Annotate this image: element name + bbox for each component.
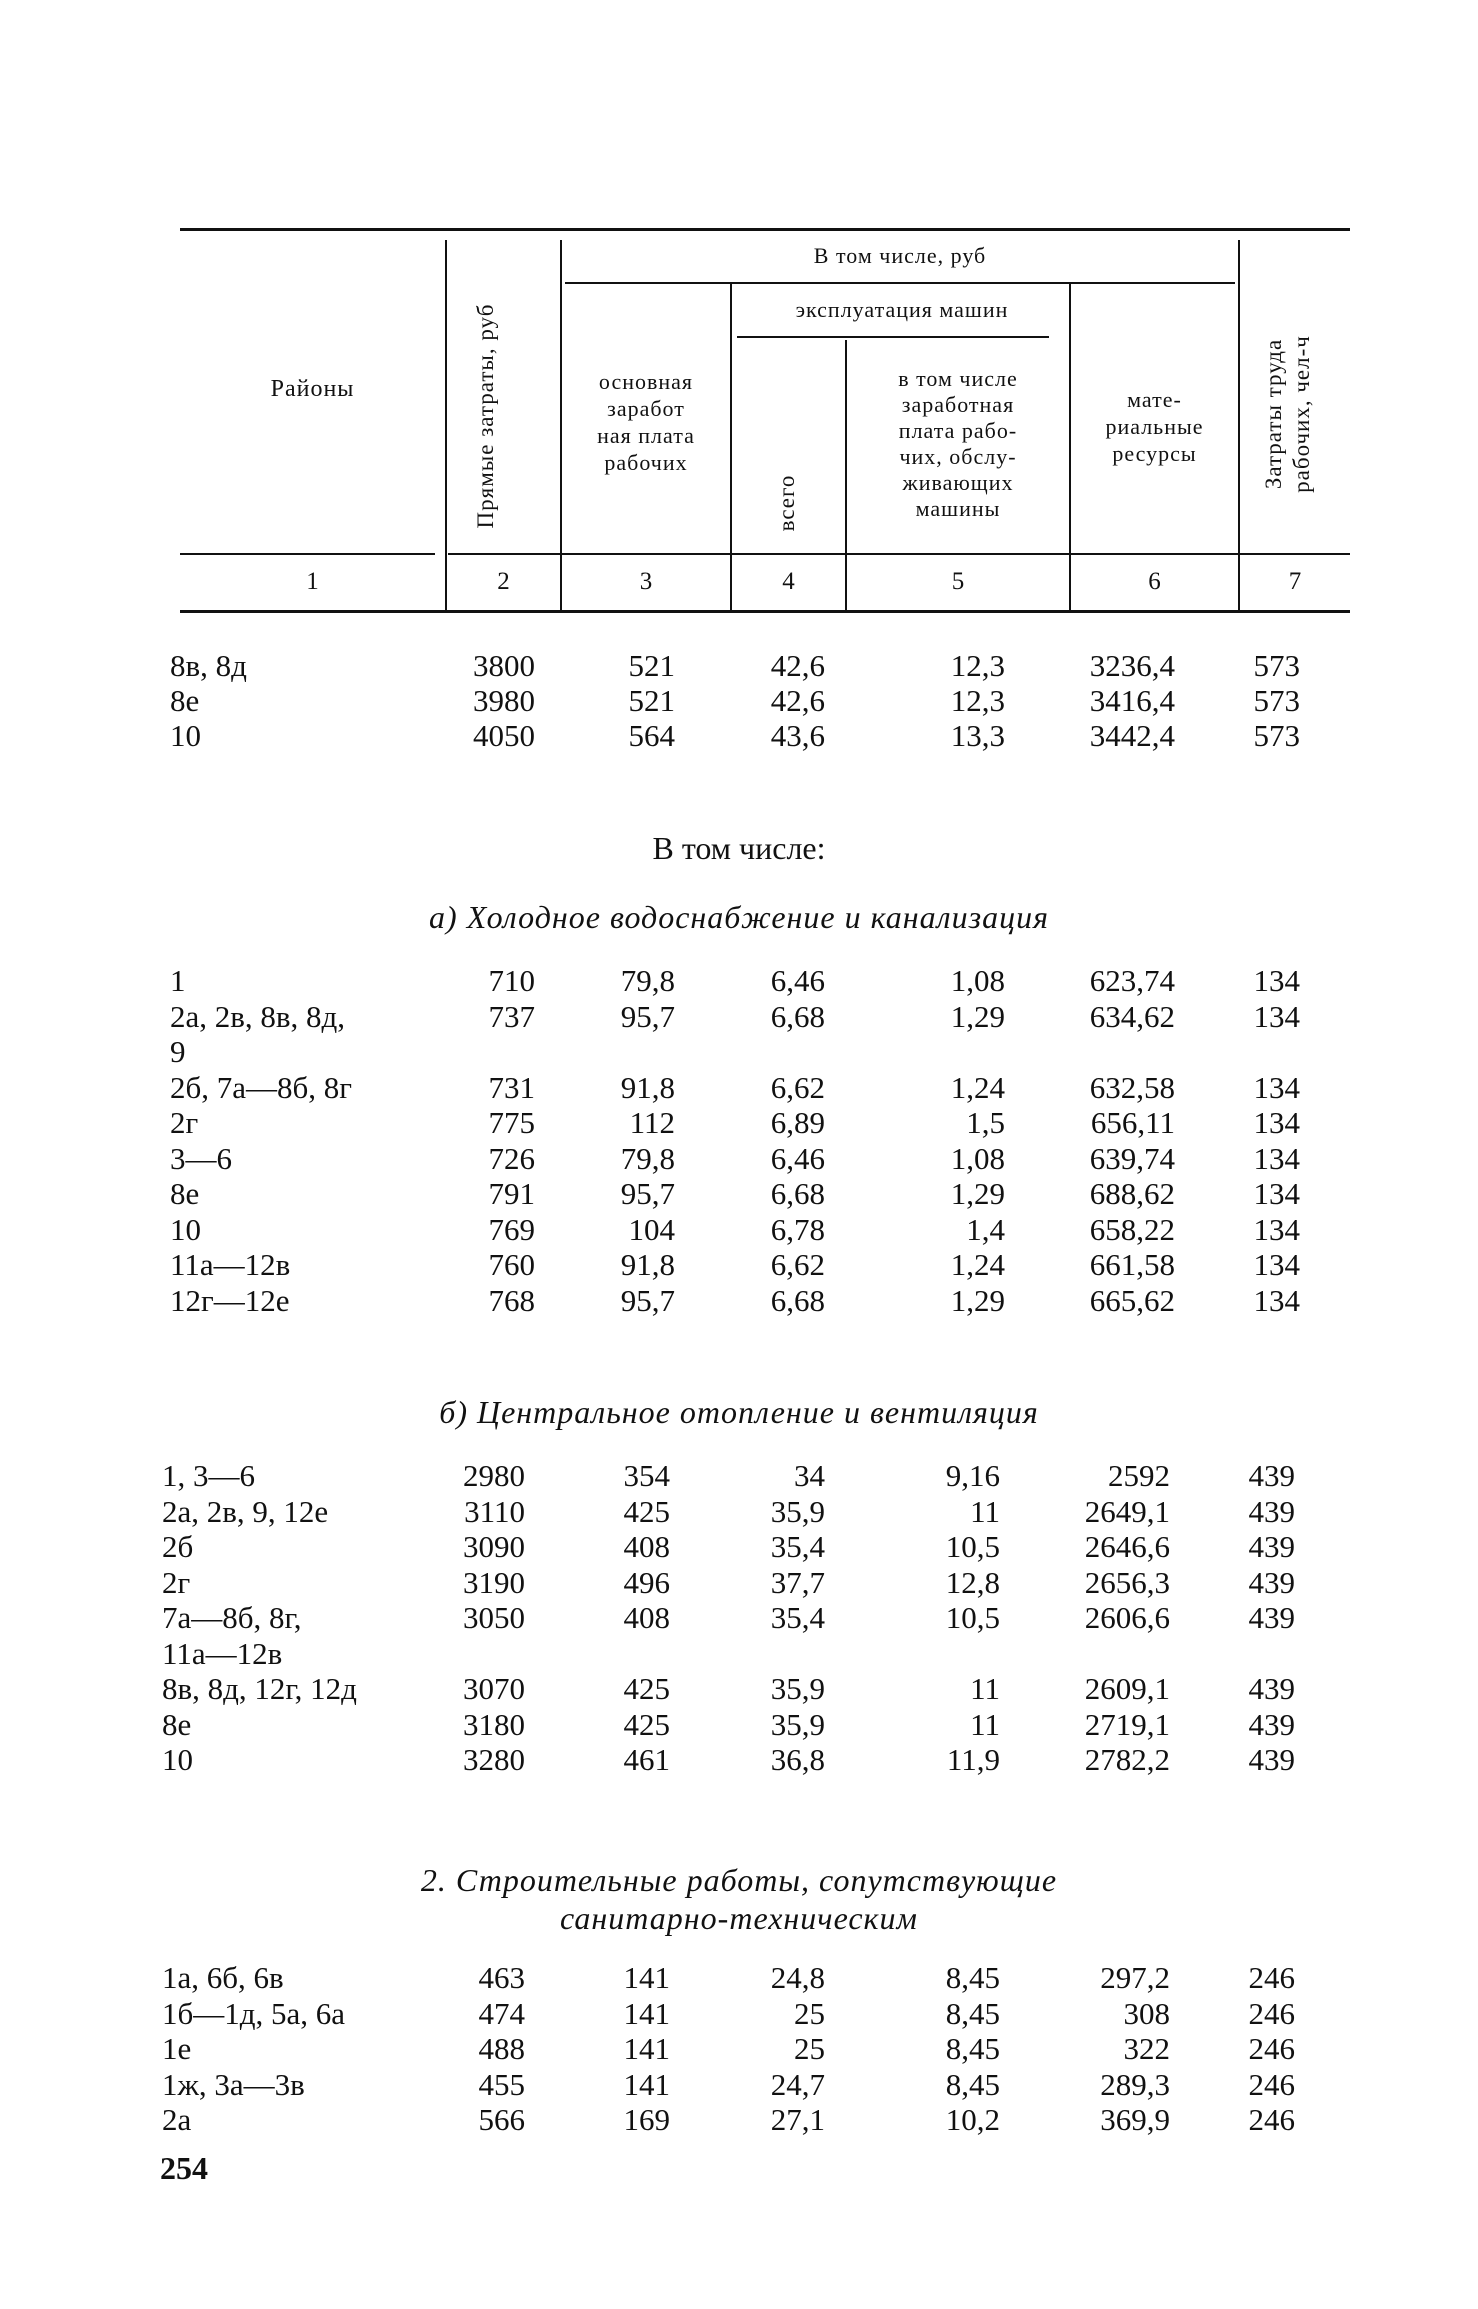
table-cell-col2: 463	[478, 1960, 525, 1995]
table-cell-col2: 726	[488, 1140, 535, 1176]
header-machines: эксплуатация машин	[795, 297, 1009, 322]
table-cell-col2: 3070	[463, 1671, 525, 1706]
table-cell-col1: 1	[170, 963, 186, 998]
table-cell-col4: 6,46	[770, 963, 825, 998]
table-cell-col1: 10	[162, 1742, 193, 1777]
table-row	[0, 1600, 1478, 1636]
table-cell-col2: 474	[478, 1995, 525, 2031]
table-cell-col6: 2656,3	[1084, 1564, 1170, 1600]
table-cell-col4: 35,9	[770, 1706, 825, 1742]
table-cell-col3: 91,8	[620, 1247, 675, 1282]
table-cell-col2: 768	[488, 1282, 535, 1318]
table-cell-col3: 79,8	[620, 1140, 675, 1176]
section-1-title: а) Холодное водоснабжение и канализация	[429, 899, 1049, 935]
table-cell-col6: 2592	[1108, 1458, 1170, 1493]
page-number: 254	[160, 2150, 208, 2186]
table-cell-col6: 656,11	[1090, 1105, 1175, 1140]
table-cell-col1: 10	[170, 718, 201, 753]
table-cell-col7: 134	[1253, 1176, 1300, 1211]
table-cell-col1: 12г—12е	[170, 1282, 290, 1318]
table-cell-col2: 737	[488, 998, 535, 1034]
table-cell-col7: 134	[1253, 1282, 1300, 1318]
table-cell-col2: 775	[488, 1105, 535, 1140]
table-cell-col3: 95,7	[620, 998, 675, 1034]
table-cell-col5: 1,5	[966, 1105, 1005, 1140]
table-cell-col5: 8,45	[945, 2066, 1000, 2102]
table-cell-col5: 10,2	[945, 2102, 1000, 2137]
table-cell-col2: 3190	[463, 1564, 525, 1600]
table-cell-col2: 3280	[463, 1742, 525, 1777]
table-cell-col6: 661,58	[1089, 1247, 1175, 1282]
table-cell-col7: 573	[1253, 683, 1300, 718]
colnum-2: 2	[497, 568, 510, 595]
table-cell-col4: 6,89	[770, 1105, 825, 1140]
colnum-7: 7	[1288, 568, 1302, 595]
table-row	[0, 1742, 1478, 1778]
table-cell-col1: 1, 3—6	[162, 1458, 255, 1493]
table-cell-col3: 112	[629, 1105, 675, 1140]
table-cell-col6: 322	[1123, 2031, 1170, 2066]
table-cell-col4: 24,7	[770, 2066, 825, 2102]
table-cell-col4: 35,4	[770, 1600, 825, 1635]
table-cell-col4: 6,68	[770, 1176, 825, 1211]
table-cell-col7: 439	[1248, 1671, 1295, 1706]
group-rule	[565, 282, 1235, 284]
table-cell-col4: 34	[794, 1458, 825, 1493]
table-cell-col7: 134	[1253, 1069, 1300, 1105]
table-cell-col4: 27,1	[770, 2102, 825, 2137]
table-cell-col1: 8е	[162, 1706, 192, 1742]
table-cell-col4: 6,78	[770, 1211, 825, 1247]
table-cell-col7: 134	[1253, 1247, 1300, 1282]
table-cell-col2: 3180	[463, 1706, 525, 1742]
table-cell-col5: 8,45	[945, 2031, 1000, 2066]
header-col4: всего	[774, 474, 799, 532]
table-cell-col2: 455	[478, 2066, 525, 2102]
table-cell-col7: 246	[1248, 2031, 1295, 2066]
table-cell-col5: 8,45	[945, 1995, 1000, 2031]
table-cell-col5: 12,3	[950, 648, 1005, 683]
table-cell-col5: 8,45	[945, 1960, 1000, 1995]
colnum-1: 1	[306, 568, 319, 595]
table-cell-col3: 461	[623, 1742, 670, 1777]
table-cell-col3: 425	[623, 1671, 670, 1706]
table-cell-col6: 658,22	[1089, 1211, 1175, 1247]
colnum-4: 4	[782, 568, 795, 595]
table-cell-col7: 573	[1253, 648, 1300, 683]
table-row	[0, 1707, 1478, 1743]
table-row	[0, 1247, 1478, 1283]
table-cell-col4: 35,4	[770, 1529, 825, 1564]
table-cell-col2: 2980	[463, 1458, 525, 1493]
table-cell-col4: 35,9	[770, 1671, 825, 1706]
header-col7: Затраты труда рабочих, чел-ч	[1261, 335, 1314, 493]
table-row	[0, 1458, 1478, 1494]
table-cell-col1: 1а, 6б, 6в	[162, 1960, 284, 1995]
table-row	[0, 1176, 1478, 1212]
table-cell-col2: 769	[488, 1211, 535, 1247]
table-cell-col3: 141	[623, 1995, 670, 2031]
table-cell-col6: 297,2	[1100, 1960, 1170, 1995]
table-cell-col1: 2б, 7а—8б, 8г	[170, 1069, 353, 1105]
colnum-5: 5	[951, 568, 965, 595]
table-row	[0, 999, 1478, 1035]
table-cell-col7: 134	[1253, 1211, 1300, 1247]
table-cell-col6: 2646,6	[1084, 1529, 1170, 1564]
table-cell-col6: 665,62	[1089, 1282, 1175, 1318]
table-cell-col1: 2а, 2в, 8в, 8д,	[170, 998, 346, 1034]
table-cell-col2: 566	[478, 2102, 525, 2137]
table-cell-col2: 3050	[463, 1600, 525, 1635]
table-cell-col5: 12,8	[945, 1564, 1000, 1600]
table-cell-col6: 3236,4	[1089, 648, 1175, 683]
header-bottom-rule-b	[448, 553, 1350, 555]
table-row	[0, 1671, 1478, 1707]
table-cell-col5: 11,9	[946, 1742, 1000, 1777]
table-cell-col1: 1ж, 3а—3в	[162, 2066, 305, 2102]
header-col3: основная заработ ная плата рабочих	[597, 369, 695, 475]
table-cell-col1: 8в, 8д	[170, 648, 247, 683]
table-cell-col3: 79,8	[620, 963, 675, 998]
table-cell-col7: 246	[1248, 1995, 1295, 2031]
header-col6: мате- риальные ресурсы	[1105, 387, 1204, 466]
table-cell-col7: 439	[1248, 1529, 1295, 1564]
table-cell-col3: 496	[623, 1564, 670, 1600]
table-row	[0, 1070, 1478, 1106]
table-cell-col4: 42,6	[770, 648, 825, 683]
table-cell-col3: 104	[628, 1211, 675, 1247]
table-cell-col4: 6,46	[770, 1140, 825, 1176]
table-cell-col1: 11а—12в	[170, 1247, 291, 1282]
table-cell-col7: 439	[1248, 1742, 1295, 1777]
table-cell-col5: 10,5	[945, 1600, 1000, 1635]
table-cell-col1: 2г	[170, 1105, 199, 1140]
table-cell-col2: 3800	[473, 648, 535, 683]
table-cell-col7: 439	[1248, 1564, 1295, 1600]
table-row	[0, 1034, 1478, 1070]
table-cell-col3: 408	[623, 1529, 670, 1564]
colnum-3: 3	[639, 568, 653, 595]
table-cell-col7: 439	[1248, 1458, 1295, 1493]
table-cell-col5: 1,08	[950, 1140, 1005, 1176]
table-cell-col4: 24,8	[770, 1960, 825, 1995]
table-cell-col1: 11а—12в	[162, 1635, 283, 1671]
table-cell-col3: 408	[623, 1600, 670, 1635]
table-cell-col7: 134	[1253, 1140, 1300, 1176]
table-cell-col6: 2782,2	[1084, 1742, 1170, 1777]
table-cell-col1: 3—6	[170, 1140, 232, 1176]
table-cell-col1: 10	[170, 1211, 201, 1247]
table-cell-col3: 95,7	[620, 1282, 675, 1318]
table-cell-col6: 2609,1	[1084, 1671, 1170, 1706]
table-cell-col4: 36,8	[770, 1742, 825, 1777]
vrule-3	[730, 284, 732, 610]
table-cell-col3: 354	[623, 1458, 670, 1493]
table-cell-col3: 564	[628, 718, 675, 753]
table-cell-col3: 169	[623, 2102, 670, 2137]
table-row	[0, 1494, 1478, 1530]
table-cell-col5: 11	[970, 1493, 1000, 1529]
header-group: В том числе, руб	[813, 243, 987, 268]
vrule-1	[445, 240, 447, 610]
table-cell-col6: 634,62	[1089, 998, 1175, 1034]
table-cell-col1: 1е	[162, 2031, 192, 2066]
table-cell-col7: 246	[1248, 2066, 1295, 2102]
table-cell-col2: 488	[478, 2031, 525, 2066]
table-cell-col6: 2606,6	[1084, 1600, 1170, 1635]
table-cell-col4: 43,6	[770, 718, 825, 753]
table-cell-col7: 246	[1248, 1960, 1295, 1995]
table-cell-col5: 1,29	[950, 1176, 1005, 1211]
table-cell-col5: 11	[970, 1671, 1000, 1706]
table-cell-col6: 2719,1	[1084, 1706, 1170, 1742]
table-cell-col5: 11	[970, 1706, 1000, 1742]
table-row	[0, 2102, 1478, 2138]
table-cell-col5: 12,3	[950, 683, 1005, 718]
table-cell-col3: 521	[628, 648, 675, 683]
header-col1: Районы	[270, 376, 355, 402]
table-cell-col3: 521	[628, 683, 675, 718]
table-row	[0, 683, 1478, 719]
table-cell-col5: 1,4	[966, 1211, 1005, 1247]
table-cell-col2: 760	[488, 1247, 535, 1282]
numbers-bottom-rule	[180, 610, 1350, 613]
table-cell-col5: 1,24	[950, 1069, 1005, 1105]
table-cell-col4: 37,7	[770, 1564, 825, 1600]
table-cell-col7: 439	[1248, 1706, 1295, 1742]
table-cell-col7: 439	[1248, 1493, 1295, 1529]
table-cell-col1: 8е	[170, 1176, 200, 1211]
table-cell-col1: 2а	[162, 2102, 192, 2137]
table-cell-col4: 35,9	[770, 1493, 825, 1529]
table-cell-col6: 3442,4	[1089, 718, 1175, 753]
table-cell-col1: 7а—8б, 8г,	[162, 1600, 302, 1635]
incl-heading: В том числе:	[652, 830, 826, 866]
table-cell-col6: 623,74	[1089, 963, 1175, 998]
table-cell-col4: 6,62	[770, 1069, 825, 1105]
table-cell-col7: 134	[1253, 998, 1300, 1034]
table-row	[0, 648, 1478, 684]
table-cell-col1: 8в, 8д, 12г, 12д	[162, 1671, 357, 1706]
table-cell-col2: 791	[488, 1176, 535, 1211]
section-3-title-line2: санитарно-техническим	[560, 1900, 918, 1936]
table-row	[0, 963, 1478, 999]
table-cell-col1: 2г	[162, 1564, 191, 1600]
table-row	[0, 1141, 1478, 1177]
table-cell-col6: 2649,1	[1084, 1493, 1170, 1529]
table-cell-col3: 425	[623, 1706, 670, 1742]
table-row	[0, 1996, 1478, 2032]
table-cell-col3: 95,7	[620, 1176, 675, 1211]
table-cell-col4: 42,6	[770, 683, 825, 718]
table-cell-col4: 6,68	[770, 1282, 825, 1318]
table-cell-col6: 632,58	[1089, 1069, 1175, 1105]
table-cell-col2: 3090	[463, 1529, 525, 1564]
table-cell-col7: 573	[1253, 718, 1300, 753]
section-2-title: б) Центральное отопление и вентиляция	[439, 1394, 1039, 1430]
header-col2: Прямые затраты, руб	[473, 303, 498, 529]
table-cell-col6: 639,74	[1089, 1140, 1175, 1176]
table-cell-col5: 10,5	[945, 1529, 1000, 1564]
table-cell-col3: 141	[623, 1960, 670, 1995]
table-cell-col6: 308	[1123, 1995, 1170, 2031]
table-cell-col3: 425	[623, 1493, 670, 1529]
table-cell-col5: 13,3	[950, 718, 1005, 753]
table-cell-col1: 2а, 2в, 9, 12е	[162, 1493, 329, 1529]
table-cell-col5: 1,24	[950, 1247, 1005, 1282]
table-row	[0, 1105, 1478, 1141]
table-cell-col4: 25	[794, 2031, 825, 2066]
table-cell-col5: 9,16	[945, 1458, 1000, 1493]
header-top-rule	[180, 228, 1350, 231]
table-cell-col2: 3980	[473, 683, 535, 718]
table-cell-col1: 2б	[162, 1529, 194, 1564]
table-cell-col3: 91,8	[620, 1069, 675, 1105]
table-row	[0, 2067, 1478, 2103]
table-cell-col2: 710	[488, 963, 535, 998]
table-header	[180, 228, 1350, 618]
table-row	[0, 1565, 1478, 1601]
table-cell-col5: 1,08	[950, 963, 1005, 998]
header-col5: в том числе заработная плата рабо- чих, обслу- живающих машины	[898, 366, 1018, 521]
table-row	[0, 1636, 1478, 1672]
machines-rule	[737, 336, 1049, 338]
table-cell-col7: 246	[1248, 2102, 1295, 2137]
table-cell-col6: 688,62	[1089, 1176, 1175, 1211]
header-bottom-rule-a	[180, 553, 435, 555]
table-cell-col1: 8е	[170, 683, 200, 718]
table-row	[0, 1212, 1478, 1248]
table-cell-col7: 439	[1248, 1600, 1295, 1635]
table-cell-col3: 141	[623, 2031, 670, 2066]
table-cell-col7: 134	[1253, 963, 1300, 998]
table-cell-col6: 289,3	[1100, 2066, 1170, 2102]
table-cell-col5: 1,29	[950, 1282, 1005, 1318]
table-cell-col2: 4050	[473, 718, 535, 753]
table-cell-col1: 9	[170, 1034, 186, 1069]
table-row	[0, 1960, 1478, 1996]
table-row	[0, 1283, 1478, 1319]
colnum-6: 6	[1148, 568, 1161, 595]
table-cell-col5: 1,29	[950, 998, 1005, 1034]
table-cell-col4: 6,68	[770, 998, 825, 1034]
table-cell-col1: 1б—1д, 5а, 6а	[162, 1995, 346, 2031]
table-cell-col6: 3416,4	[1089, 683, 1175, 718]
table-cell-col2: 3110	[464, 1493, 525, 1529]
vrule-6	[1238, 240, 1240, 610]
table-cell-col6: 369,9	[1100, 2102, 1170, 2137]
table-cell-col4: 6,62	[770, 1247, 825, 1282]
table-cell-col3: 141	[623, 2066, 670, 2102]
table-cell-col2: 731	[488, 1069, 535, 1105]
table-cell-col4: 25	[794, 1995, 825, 2031]
table-row	[0, 1529, 1478, 1565]
section-3-title-line1: 2. Строительные работы, сопутствующие	[420, 1862, 1058, 1898]
table-cell-col7: 134	[1253, 1105, 1300, 1140]
table-row	[0, 2031, 1478, 2067]
table-row	[0, 718, 1478, 754]
